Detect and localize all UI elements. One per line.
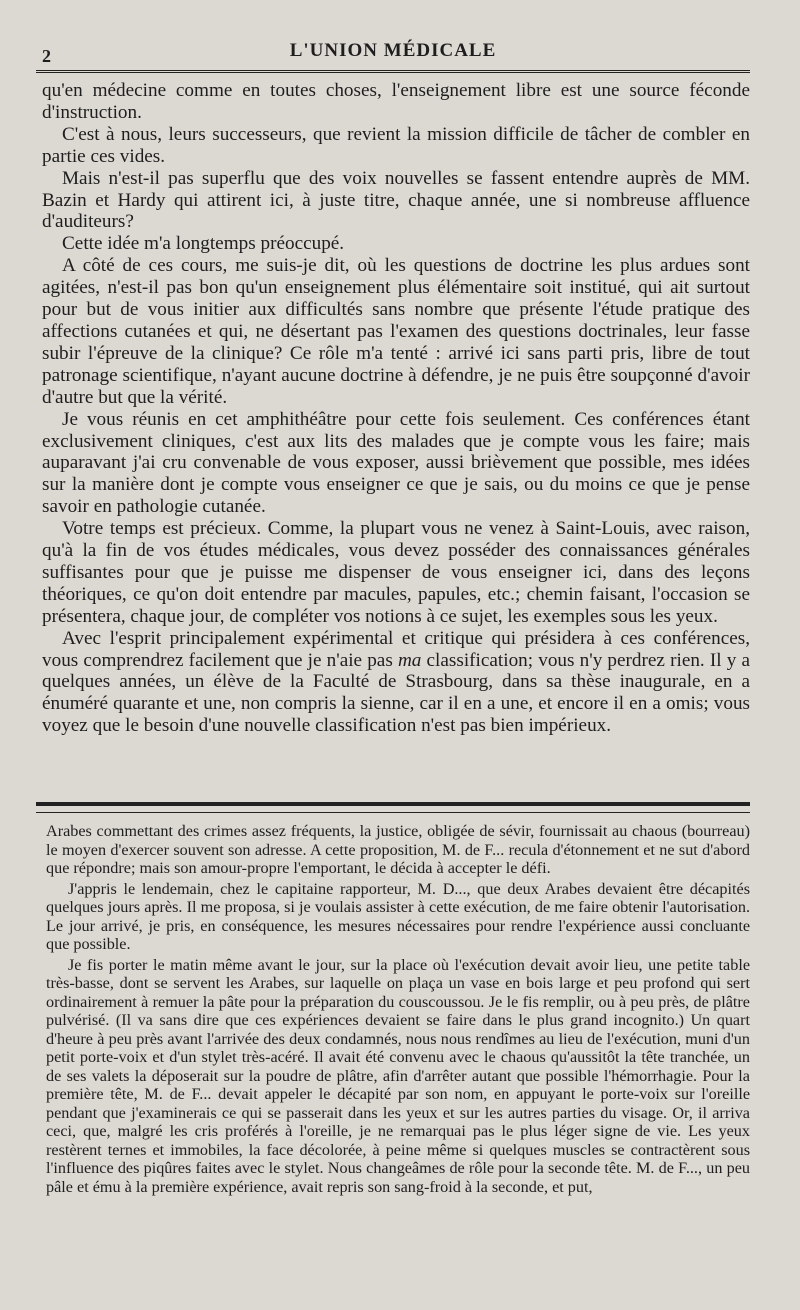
italic-word: ma (397, 649, 422, 671)
paragraph (42, 628, 750, 738)
paragraph: Mais n'est-il pas superflu que des voix nouvelles se fassent entendre auprès de MM. Bazin et Hardy qui attirent ici, à juste titre, chaque année, une si nombreuse affluence d'auditeurs? (42, 167, 750, 233)
feuilleton-paragraph: J'appris le lendemain, chez le capitaine rapporteur, M. D..., que deux Arabes devaient être décapités quelques jours après. Il me proposa, si je voulais assister à cette exécution, de me faire obtenir l'autorisation. Le jour arrivé, je pris, en conséquence, les mesures nécessaires pour rendre l'expérience aussi concluante que possible. (46, 879, 750, 953)
paragraph: Votre temps est précieux. Comme, la plupart vous ne venez à Saint-Louis, avec raison, qu'à la fin de vos études médicales, vous devez posséder des connaissances générales suffisantes pour que je puisse me dispenser de vous enseigner ici, dans des leçons théoriques, ce qu'on doit entendre par macules, papules, etc.; chemin faisant, l'occasion se présentera, chaque jour, de compléter vos notions à ce sujet, les exemples sous les yeux. (42, 518, 750, 627)
feuilleton-paragraph: Je fis porter le matin même avant le jour, sur la place où l'exécution devait avoir lieu, une petite table très-basse, dont se servent les Arabes, sur laquelle on plaça un vase en bois large et peu profond qui sert ordinairement à remuer la pâte pour la préparation du couscoussou. Je le fis remplir, ou à peu près, de plâtre pulvérisé. (Il va sans dire que ces expériences devaient se faire dans le plus grand incognito.) Un quart d'heure à peu près avant l'arrivée des deux condamnés, nous nous rendîmes au lieu de l'exécution, muni d'un petit porte-voix et d'un stylet très-acéré. Il avait été convenu avec le chaous qu'aussitôt la tête tranchée, un de ses valets la déposerait sur la poudre de plâtre, afin d'arrêter autant que possible l'hémorrhagie. Pour la première tête, M. de F... devait appeler le décapité par son nom, en appuyant le porte-voix sur l'oreille pendant que j'examinerais ce qui se passerait dans les yeux et sur les autres parties du visage. Or, il arriva ceci, que, malgré les cris proférés à l'oreille, je ne remarquai pas le plus léger signe de vie. Les yeux restèrent ternes et immobiles, la face décolorée, à peine même si quelques muscles se contractèrent sous l'influence des piqûres faites avec le stylet. Nous changeâmes de rôle pour la seconde tête. M. de F..., un peu pâle et ému à la première expérience, avait repris son sang-froid à la seconde, et put, (46, 955, 750, 1196)
page-header (36, 36, 750, 72)
page-number: 2 (42, 46, 51, 66)
feuilleton-section (46, 822, 750, 1198)
main-article (42, 80, 750, 737)
paragraph: Cette idée m'a longtemps préoccupé. (62, 233, 345, 255)
journal-title: L'UNION MÉDICALE (289, 40, 497, 61)
paragraph: A côté de ces cours, me suis-je dit, où les questions de doctrine les plus ardues sont agitées, n'est-il pas bon qu'un enseignement plus élémentaire soit institué, qui ait surtout pour but de vous initier aux difficultés sans nombre que présente l'étude pratique des affections cutanées et qui, ne désertant pas l'examen des questions doctrinales, leur fasse subir l'épreuve de la clinique? Ce rôle m'a tenté : arrivé ici sans parti pris, libre de tout patronage scientifique, n'ayant aucune doctrine à défendre, je ne puis être soupçonné d'avoir d'autre but que la vérité. (42, 255, 750, 408)
feuilleton-paragraph: Arabes commettant des crimes assez fréquents, la justice, obligée de sévir, fournissait au chaous (bourreau) le moyen d'exercer souvent son adresse. A cette proposition, M. de F... recula d'étonnement et ne sut d'abord que répondre; mais son amour-propre l'emportant, le décida à accepter le défi. (46, 822, 750, 877)
paragraph: Je vous réunis en cet amphithéâtre pour cette fois seulement. Ces conférences étant exclusivement cliniques, c'est aux lits des malades que je compte vous les faire; mais auparavant j'ai cru convenable de vous exposer, aussi brièvement que possible, mes idées sur la manière dont je compte vous enseigner ce que je sais, ou du moins ce que je pense savoir en pathologie cutanée. (42, 408, 750, 518)
header-rule (36, 70, 750, 73)
text-run: classification; vous n'y perdrez rien. Il y a quelques années, un élève de la Faculté de Strasbourg, dans sa thèse inaugurale, en a énuméré quarante et une, non compris la sienne, car il en a une, et encore il en a omis; vous voyez que le besoin d'une nouvelle classification n'est pas bien impérieux. (42, 649, 750, 737)
text-run: Avec l'esprit principalement expérimental et critique qui présidera à ces conférences, vous comprendrez facilement que je n'aie pas (42, 627, 750, 671)
paragraph: C'est à nous, leurs successeurs, que revient la mission difficile de tâcher de combler en partie ces vides. (42, 123, 750, 167)
feuilleton-rule (36, 802, 750, 813)
paragraph: qu'en médecine comme en toutes choses, l'enseignement libre est une source féconde d'instruction. (42, 80, 750, 123)
